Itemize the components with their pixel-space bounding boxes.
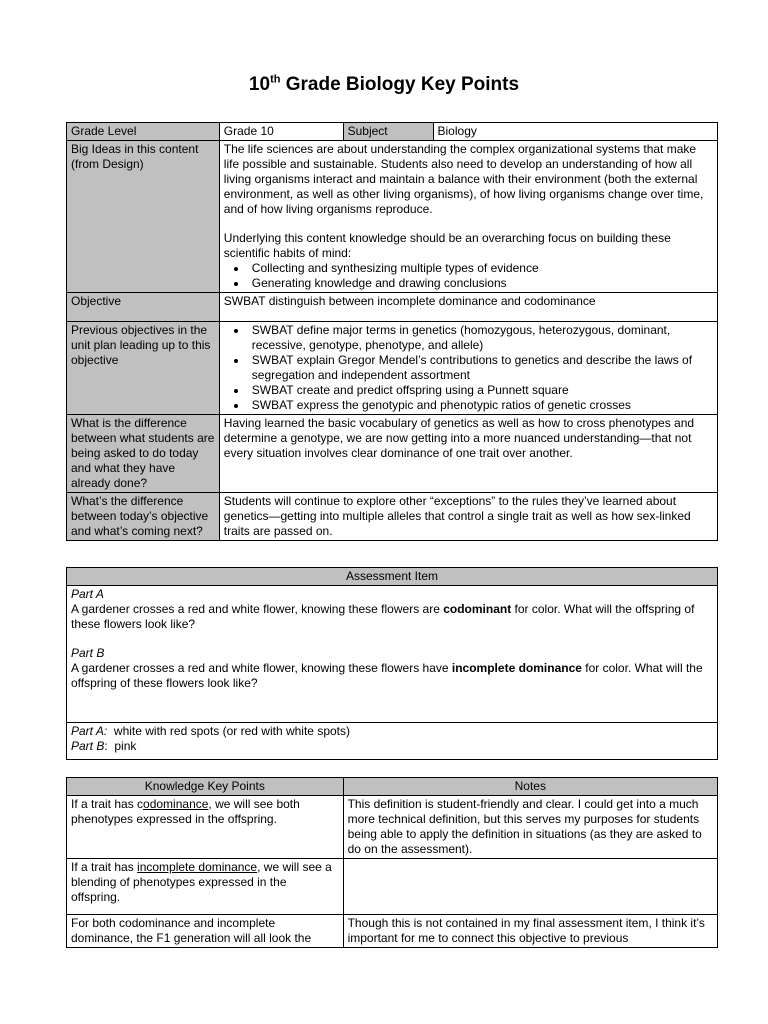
assessment-table (66, 567, 718, 760)
subject-label: Subject (343, 123, 433, 141)
table-row (67, 796, 718, 859)
previous-objectives-content (219, 322, 717, 415)
previous-objectives-label: Previous objectives in the unit plan leading up to this objective (67, 322, 220, 415)
assessment-questions (67, 586, 718, 723)
part-a-label: Part A (71, 587, 104, 601)
part-a-question (71, 602, 713, 632)
answer-b (71, 739, 713, 754)
habits-list (224, 261, 713, 291)
answer-b-label: Part B (71, 739, 105, 753)
difference-value: Having learned the basic vocabulary of genetics as well as how to cross phenotypes and determine a genotype, we are now getting into a more nuanced understanding—that not every situation involves clear dominance of one trait over another. (219, 415, 717, 493)
objective-row (67, 293, 718, 322)
big-ideas-paragraph-1: The life sciences are about understanding the complex organizational systems that make life possible and sustainable. Students also need to develop an understanding of how all living organisms interact and maintain a balance with their environment (both the external environment, as well as other living organisms), of how living organisms change over time, and of how living organisms reproduce. (223, 142, 704, 216)
note-codominance: This definition is student-friendly and clear. I could get into a much more technical definition, but this serves my purposes for students being able to apply the definition in situations (as they are asked to do on the assessment). (343, 796, 717, 859)
big-ideas-label: Big Ideas in this content (from Design) (67, 141, 220, 293)
list-item: • SWBAT create and predict offspring using a Punnett square (248, 383, 713, 398)
note-incomplete-dominance (343, 859, 717, 915)
part-a-text-end: for color. What will the offspring of these flowers look like? (71, 602, 695, 631)
list-item: • SWBAT define major terms in genetics (homozygous, heterozygous, dominant, recessive, genotype, phenotype, and allele) (248, 323, 713, 353)
answer-a-label: Part A: (71, 724, 108, 738)
previous-objectives-list (224, 323, 713, 413)
notes-header: Notes (343, 778, 717, 796)
key-point-codominance: If a trait has codominance, we will see both phenotypes expressed in the offspring. (67, 796, 344, 859)
key-points-header: Knowledge Key Points (67, 778, 344, 796)
objective-value: SWBAT distinguish between incomplete dominance and codominance (219, 293, 717, 322)
subject-value: Biology (433, 123, 717, 141)
grade-level-label: Grade Level (67, 123, 220, 141)
list-item: • SWBAT express the genotypic and phenotypic ratios of genetic crosses (248, 398, 713, 413)
title-prefix: 10 (248, 74, 271, 95)
big-ideas-paragraph-2: Underlying this content knowledge should be an overarching focus on building these scientific habits of mind: (223, 231, 671, 260)
difference-label: What is the difference between what students are being asked to do today and what they have already done? (67, 415, 220, 493)
part-a-text: A gardener crosses a red and white flower, knowing these flowers are (71, 602, 444, 616)
objective-label: Objective (67, 293, 220, 322)
key-point-f1-generation: For both codominance and incomplete dominance, the F1 generation will all look the (67, 915, 344, 948)
title-superscript: th (270, 73, 281, 86)
table-row (67, 915, 718, 948)
key-point-incomplete-dominance: If a trait has incomplete dominance, we will see a blending of phenotypes expressed in the offspring. (67, 859, 344, 915)
part-b-label: Part B (71, 646, 105, 660)
overview-table (66, 122, 718, 541)
grade-row (67, 123, 718, 141)
answer-b-value: : pink (104, 739, 137, 753)
list-item: • Generating knowledge and drawing conclusions (248, 276, 713, 291)
assessment-header: Assessment Item (67, 568, 718, 586)
list-item: • SWBAT explain Gregor Mendel’s contributions to genetics and describe the laws of segregation and independent assortment (248, 353, 713, 383)
answer-a-value: white with red spots (or red with white spots) (107, 724, 350, 738)
next-row (67, 493, 718, 541)
big-ideas-row (67, 141, 718, 293)
assessment-answers (67, 723, 718, 760)
list-item: • Collecting and synthesizing multiple types of evidence (248, 261, 713, 276)
grade-level-value: Grade 10 (219, 123, 343, 141)
table-row (67, 859, 718, 915)
big-ideas-content (219, 141, 717, 293)
difference-row (67, 415, 718, 493)
part-b-keyword: incomplete dominance (451, 661, 582, 675)
previous-objectives-row (67, 322, 718, 415)
answer-a (71, 724, 713, 739)
key-points-table (66, 777, 718, 948)
title-suffix: Grade Biology Key Points (280, 74, 520, 95)
part-b-text: A gardener crosses a red and white flower, knowing these flowers have (71, 661, 452, 675)
next-value: Students will continue to explore other “exceptions” to the rules they’ve learned about genetics—getting into multiple alleles that control a single trait as well as how sex-linked traits are passed on. (219, 493, 717, 541)
next-label: What’s the difference between today’s objective and what’s coming next? (67, 493, 220, 541)
part-a-keyword: codominant (443, 602, 512, 616)
page-title (0, 74, 768, 96)
note-f1-generation: Though this is not contained in my final assessment item, I think it’s important for me to connect this objective to previous (343, 915, 717, 948)
part-b-text-end: for color. What will the offspring of these flowers look like? (71, 661, 703, 690)
part-b-question (71, 661, 713, 691)
